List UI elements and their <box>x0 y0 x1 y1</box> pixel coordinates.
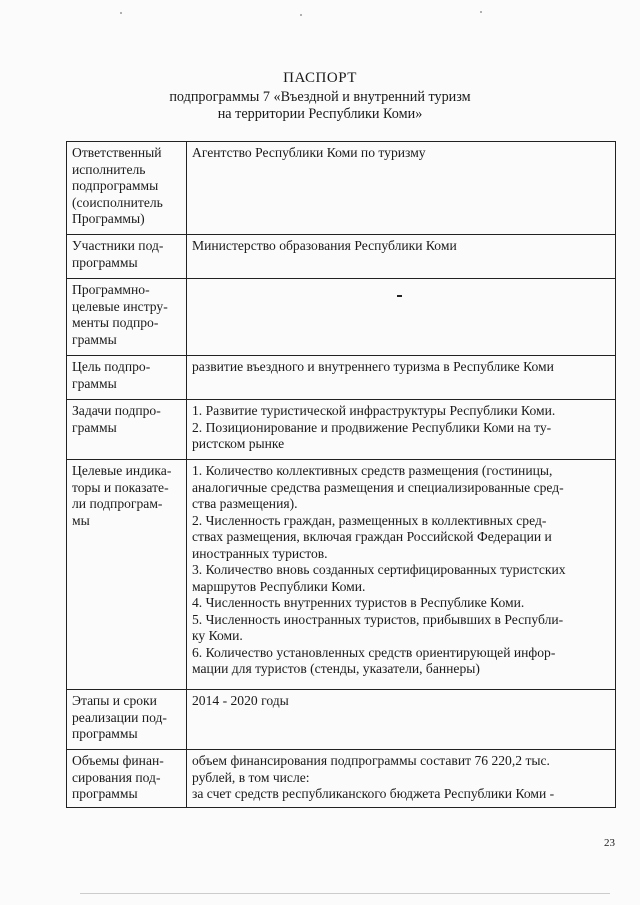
scan-speck <box>300 14 302 16</box>
row-label-cell <box>67 356 187 400</box>
row-label-line: Участники под- <box>72 238 164 253</box>
row-value-line: рублей, в том числе: <box>192 769 310 785</box>
row-label-line: исполнитель <box>72 161 146 177</box>
passport-row <box>67 690 616 750</box>
row-label-line: программы <box>72 254 138 270</box>
row-label-line: граммы <box>72 375 117 391</box>
page-number: 23 <box>604 837 615 849</box>
row-label-line: целевые инстру- <box>72 298 168 314</box>
row-value-line: иностранных туристов. <box>192 545 328 561</box>
passport-row <box>67 356 616 400</box>
passport-row <box>67 279 616 356</box>
row-label-line: подпрограммы <box>72 178 159 193</box>
row-label-cell <box>67 750 187 808</box>
row-value-cell <box>187 750 616 808</box>
row-value-cell <box>187 279 616 356</box>
row-value-cell <box>187 460 616 690</box>
row-value-line: Агентство Республики Коми по туризму <box>192 145 426 160</box>
row-label-line: мы <box>72 512 90 528</box>
scan-speck <box>120 12 122 14</box>
row-value-line: маршрутов Республики Коми. <box>192 578 366 594</box>
row-label-cell <box>67 460 187 690</box>
row-label-line: Программы) <box>72 211 145 226</box>
row-label-cell <box>67 142 187 235</box>
row-label-line: граммы <box>72 331 117 347</box>
row-value-line: ства размещения). <box>192 496 298 511</box>
row-value-line: мации для туристов (стенды, указатели, баннеры) <box>192 661 480 676</box>
row-value-line: развитие въездного и внутреннего туризма в Республике Коми <box>192 359 554 374</box>
row-label-cell <box>67 279 187 356</box>
row-label-line: Задачи подпро- <box>72 403 161 418</box>
row-label-line: Ответственный <box>72 145 162 160</box>
row-label-line: сирования под- <box>72 769 161 785</box>
row-label-line: Этапы и сроки <box>72 693 157 708</box>
row-label-cell <box>67 400 187 460</box>
row-label-line: ли подпрограм- <box>72 496 163 511</box>
empty-value-dash <box>397 295 402 297</box>
row-label-line: программы <box>72 726 138 741</box>
row-value-line: объем финансирования подпрограммы составит 76 220,2 тыс. <box>192 753 550 768</box>
passport-row <box>67 460 616 690</box>
row-value-cell <box>187 235 616 279</box>
row-value-line: 1. Развитие туристической инфраструктуры Республики Коми. <box>192 403 556 418</box>
row-value-line: 5. Численность иностранных туристов, прибывших в Республи- <box>192 611 564 627</box>
document-subtitle-line2: на территории Республики Коми» <box>217 106 423 122</box>
passport-table <box>66 141 616 808</box>
row-value-line: ристском рынке <box>192 436 285 451</box>
row-label-cell <box>67 235 187 279</box>
row-value-line: ку Коми. <box>192 628 243 643</box>
row-label-line: Цель подпро- <box>72 359 151 374</box>
passport-row <box>67 750 616 808</box>
row-label-line: Объемы финан- <box>72 753 164 768</box>
row-value-line: 4. Численность внутренних туристов в Республике Коми. <box>192 595 525 610</box>
row-value-cell <box>187 690 616 750</box>
row-label-line: торы и показате- <box>72 479 169 495</box>
row-value-line: Министерство образования Республики Коми <box>192 238 457 253</box>
row-label-cell <box>67 690 187 750</box>
row-value-line: 6. Количество установленных средств ориентирующей инфор- <box>192 644 556 660</box>
row-value-line: ствах размещения, включая граждан Российской Федерации и <box>192 529 552 544</box>
scan-speck <box>480 11 482 13</box>
passport-row <box>67 235 616 279</box>
document-title: ПАСПОРТ <box>283 70 357 86</box>
document-subtitle-line1: подпрограммы 7 «Въездной и внутренний туризм <box>169 89 471 105</box>
row-value-line: 1. Количество коллективных средств размещения (гостиницы, <box>192 463 553 478</box>
row-value-line: 3. Количество вновь созданных сертифицированных туристских <box>192 562 566 577</box>
row-value-line: 2014 - 2020 годы <box>192 693 289 708</box>
row-label-line: программы <box>72 786 138 801</box>
row-label-line: (соисполнитель <box>72 194 163 210</box>
row-value-line: аналогичные средства размещения и специализированные сред- <box>192 479 564 495</box>
row-value-cell <box>187 356 616 400</box>
row-value-line: 2. Позиционирование и продвижение Республики Коми на ту- <box>192 419 552 435</box>
row-label-line: Целевые индика- <box>72 463 172 478</box>
row-value-line: за счет средств республиканского бюджета Республики Коми - <box>192 786 555 801</box>
row-value-cell <box>187 142 616 235</box>
row-label-line: Программно- <box>72 282 150 297</box>
scan-edge-line <box>80 893 610 894</box>
row-value-cell <box>187 400 616 460</box>
row-label-line: граммы <box>72 419 117 435</box>
row-label-line: менты подпро- <box>72 315 159 330</box>
row-value-line: 2. Численность граждан, размещенных в коллективных сред- <box>192 512 547 528</box>
row-label-line: реализации под- <box>72 709 167 725</box>
passport-row <box>67 142 616 235</box>
passport-row <box>67 400 616 460</box>
